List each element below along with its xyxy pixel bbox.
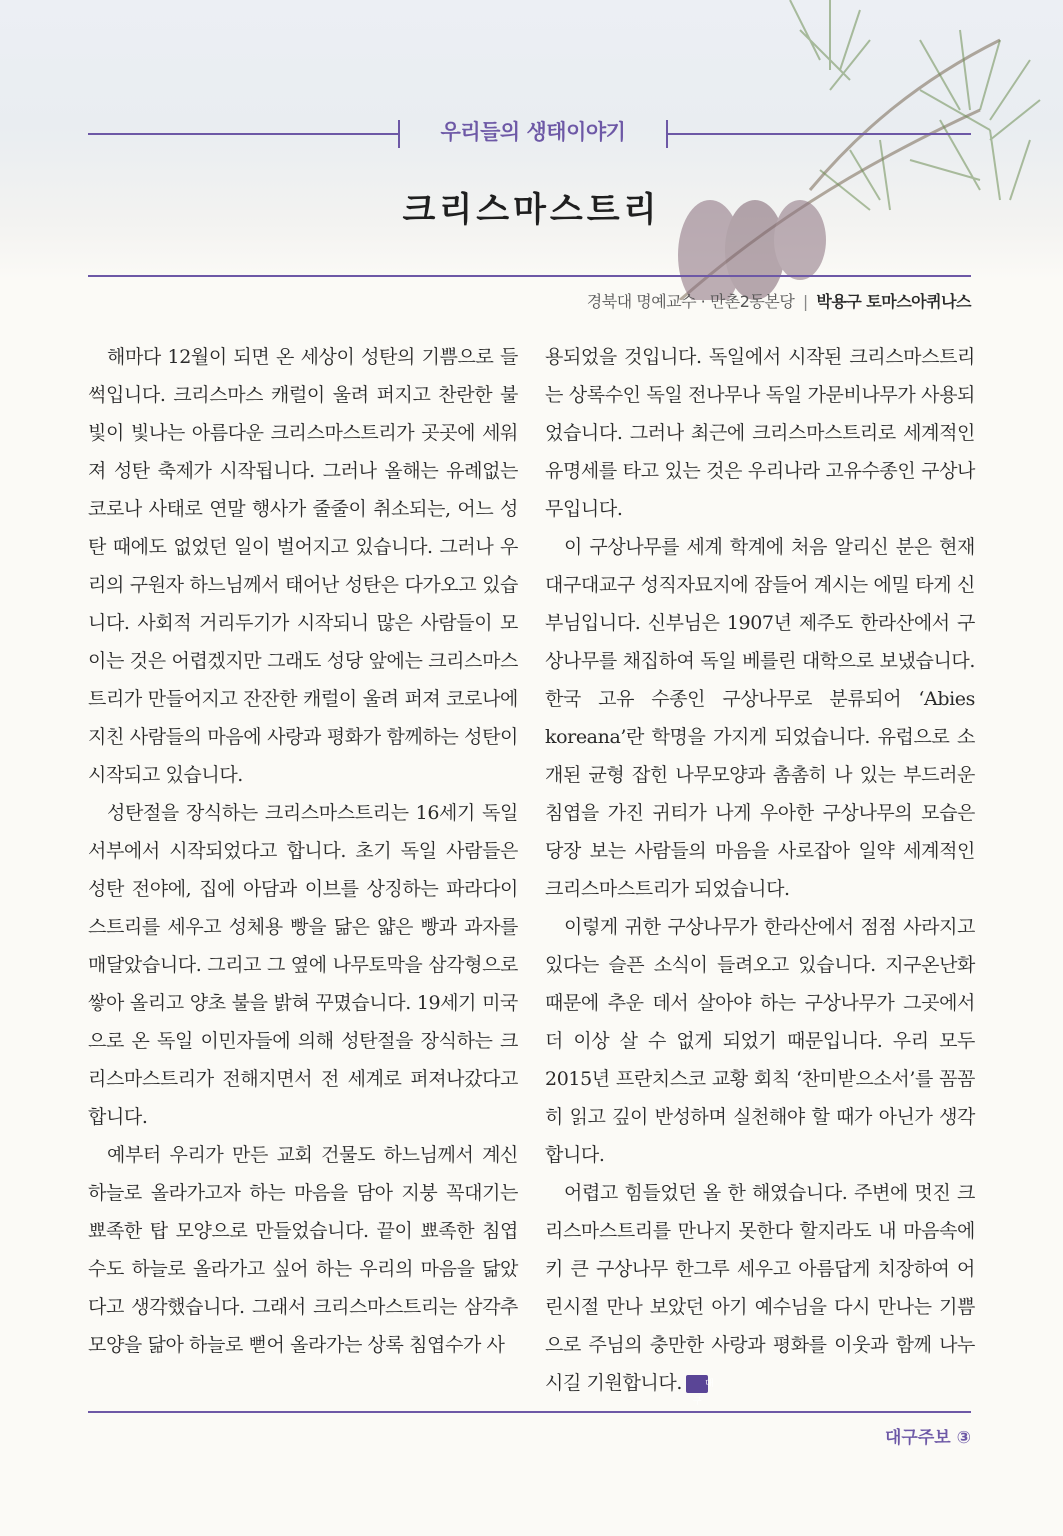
article-paragraph: 이 구상나무를 세계 학계에 처음 알리신 분은 현재 대구대교구 성직자묘지에 잠들어 계시는 에밀 타게 신부님입니다. 신부님은 1907년 제주도 한라산에서 구상나무를 채집하여 독일 베를린 대학으로 보냈습니다. 한국 고유 수종인 구상나무로 분류되어 ‘Abies koreana’란 학명을 가지게 되었습니다. 유럽으로 소개된 균형 잡힌 나무모양과 촘촘히 나 있는 부드러운 침엽을 가진 귀티가 나게 우아한 구상나무의 모습은 당장 보는 사람들의 마음을 사로잡아 일약 세계적인 크리스마스트리가 되었습니다. (545, 536, 975, 900)
article-paragraph-continued: 용되었을 것입니다. 독일에서 시작된 크리스마스트리는 상록수인 독일 전나무나 독일 가문비나무가 사용되었습니다. 그러나 최근에 크리스마스트리로 세계적인 유명세를 타고 있는 것은 우리나라 고유수종인 구상나무입니다. (545, 346, 975, 520)
article-paragraph: 해마다 12월이 되면 온 세상이 성탄의 기쁨으로 들썩입니다. 크리스마스 캐럴이 울려 퍼지고 찬란한 불빛이 빛나는 아름다운 크리스마스트리가 곳곳에 세워져 성탄 축제가 시작됩니다. 그러나 올해는 유례없는 코로나 사태로 연말 행사가 줄줄이 취소되는, 어느 성탄 때에도 없었던 일이 벌어지고 있습니다. 그러나 우리의 구원자 하느님께서 태어난 성탄은 다가오고 있습니다. 사회적 거리두기가 시작되니 많은 사람들이 모이는 것은 어렵겠지만 그래도 성당 앞에는 크리스마스트리가 만들어지고 잔잔한 캐럴이 울려 퍼져 코로나에 지친 사람들의 마음에 사랑과 평화가 함께하는 성탄이 시작되고 있습니다. (88, 346, 518, 786)
page-title: 크리스마스트리 (402, 190, 661, 230)
article-column-left (88, 338, 518, 1364)
article-column-right (545, 338, 975, 1407)
article-paragraph-text: 어렵고 힘들었던 올 한 해였습니다. 주변에 멋진 크리스마스트리를 만나지 못한다 할지라도 내 마음속에 키 큰 구상나무 한그루 세우고 아름답게 치장하여 어린시절 만나 보았던 아기 예수님을 다시 만나는 기쁨으로 주님의 충만한 사랑과 평화를 이웃과 함께 나누시길 기원합니다. (545, 1182, 975, 1394)
end-mark-icon: 대구 (686, 1375, 708, 1393)
article-paragraph: 예부터 우리가 만든 교회 건물도 하느님께서 계신 하늘로 올라가고자 하는 마음을 담아 지붕 꼭대기는 뾰족한 탑 모양으로 만들었습니다. 끝이 뾰족한 침엽수도 하늘로 올라가고 싶어 하는 우리의 마음을 닮았다고 생각했습니다. 그래서 크리스마스트리는 삼각추 모양을 닮아 하늘로 뻗어 올라가는 상록 침엽수가 사 (88, 1144, 518, 1356)
section-label: 우리들의 생태이야기 (440, 120, 626, 144)
article-paragraph: 성탄절을 장식하는 크리스마스트리는 16세기 독일 서부에서 시작되었다고 합니다. 초기 독일 사람들은 성탄 전야에, 집에 아담과 이브를 상징하는 파라다이스트리를 세우고 성체용 빵을 닮은 얇은 빵과 과자를 매달았습니다. 그리고 그 옆에 나무토막을 삼각형으로 쌓아 올리고 양초 불을 밝혀 꾸몄습니다. 19세기 미국으로 온 독일 이민자들에 의해 성탄절을 장식하는 크리스마스트리가 전해지면서 전 세계로 퍼져나갔다고 합니다. (88, 802, 518, 1128)
section-rule-left (88, 133, 398, 135)
pine-branch-with-cones-icon (560, 0, 1063, 300)
article-paragraph: 이렇게 귀한 구상나무가 한라산에서 점점 사라지고 있다는 슬픈 소식이 들려오고 있습니다. 지구온난화 때문에 추운 데서 살아야 하는 구상나무가 그곳에서 더 이상 살 수 없게 되었기 때문입니다. 우리 모두 2015년 프란치스코 교황 회칙 ‘찬미받으소서’를 꼼꼼히 읽고 깊이 반성하며 실천해야 할 때가 아닌가 생각합니다. (545, 916, 975, 1166)
byline-affiliation: 경북대 명예교수 · 만촌2동본당 (586, 292, 795, 311)
footer-rule (88, 1411, 971, 1413)
title-rule (88, 275, 971, 277)
article-paragraph-last (545, 1174, 975, 1407)
byline-separator: | (802, 292, 808, 311)
page-footer-label: 대구주보 ③ (885, 1428, 971, 1448)
byline (587, 289, 971, 312)
byline-author: 박용구 토마스아퀴나스 (816, 292, 971, 311)
section-rule-right (668, 133, 971, 135)
